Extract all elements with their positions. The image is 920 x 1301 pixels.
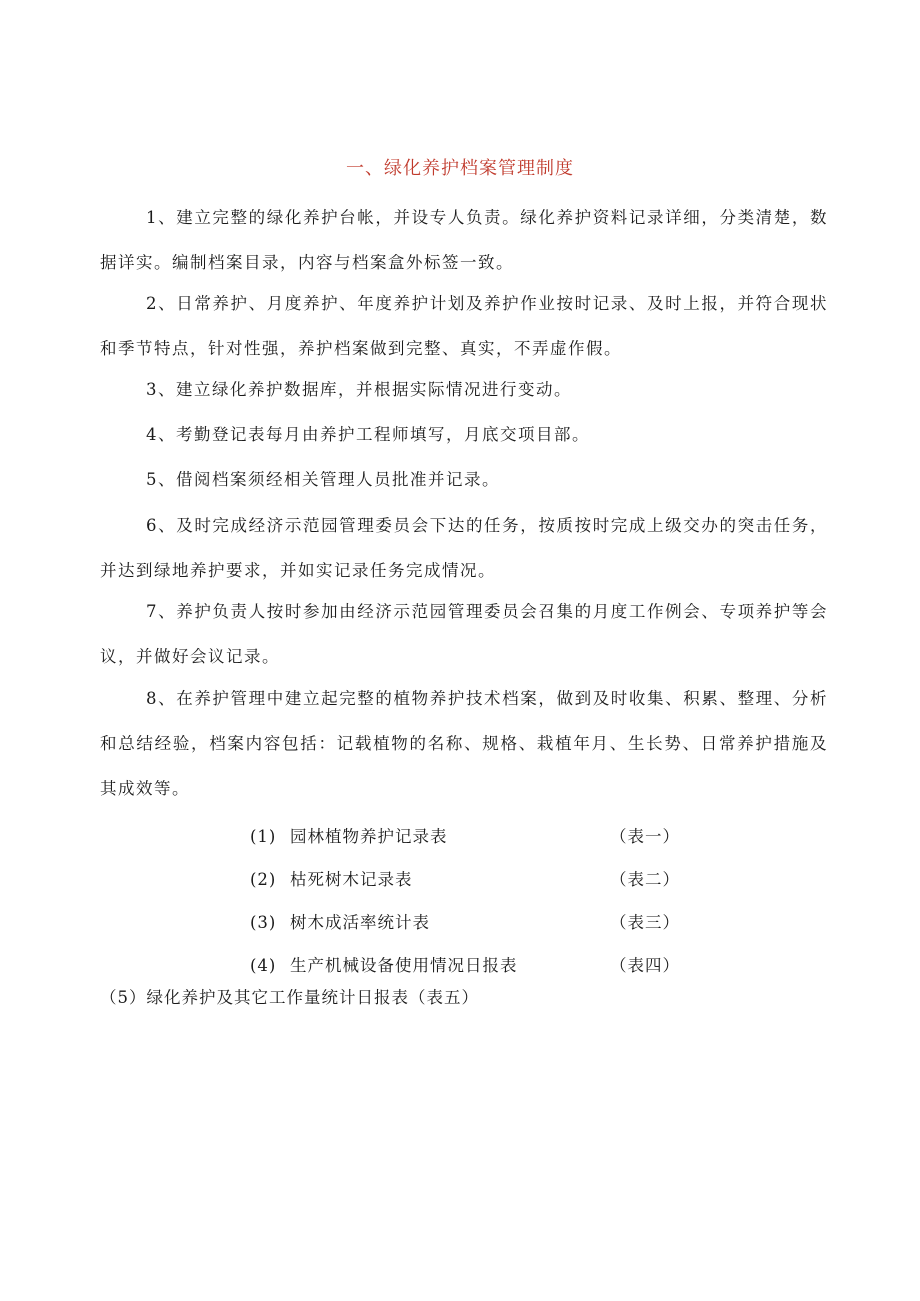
paragraph-6: 6、及时完成经济示范园管理委员会下达的任务，按质按时完成上级交办的突击任务，并达到绿地养护要求，并如实记录任务完成情况。 (100, 516, 828, 580)
form-number: (1) (250, 827, 277, 846)
form-number: (2) (250, 870, 277, 889)
form-list-item-3 (250, 909, 680, 937)
form-name: 枯死树木记录表 (290, 870, 413, 889)
paragraph-3: 3、建立绿化养护数据库，并根据实际情况进行变动。 (146, 380, 572, 399)
form-reference: （表一） (610, 827, 680, 846)
paragraph-1: 1、建立完整的绿化养护台帐，并设专人负责。绿化养护资料记录详细，分类清楚，数据详实。编制档案目录，内容与档案盒外标签一致。 (100, 208, 828, 272)
paragraph-4: 4、考勤登记表每月由养护工程师填写，月底交项目部。 (146, 425, 590, 444)
document-title: 一、绿化养护档案管理制度 (346, 158, 574, 179)
paragraph-5: 5、借阅档案须经相关管理人员批准并记录。 (146, 470, 500, 489)
form-reference: （表三） (610, 913, 680, 932)
form-reference: （表二） (610, 870, 680, 889)
form-list-item-1 (250, 823, 680, 851)
form-list-item-4 (250, 952, 680, 980)
paragraph-7: 7、养护负责人按时参加由经济示范园管理委员会召集的月度工作例会、专项养护等会议，并做好会议记录。 (100, 602, 828, 666)
paragraph-2: 2、日常养护、月度养护、年度养护计划及养护作业按时记录、及时上报，并符合现状和季节特点，针对性强，养护档案做到完整、真实，不弄虚作假。 (100, 294, 828, 358)
form-number: (4) (250, 956, 277, 975)
paragraph-8: 8、在养护管理中建立起完整的植物养护技术档案，做到及时收集、积累、整理、分析和总结经验，档案内容包括：记载植物的名称、规格、栽植年月、生长势、日常养护措施及其成效等。 (100, 689, 828, 798)
form-list-item-5: （5）绿化养护及其它工作量统计日报表（表五） (100, 988, 479, 1007)
form-list-item-2 (250, 866, 680, 894)
form-number: (3) (250, 913, 277, 932)
form-name: 树木成活率统计表 (290, 913, 430, 932)
form-reference: （表四） (610, 956, 680, 975)
form-name: 园林植物养护记录表 (290, 827, 448, 846)
form-name: 生产机械设备使用情况日报表 (290, 956, 518, 975)
